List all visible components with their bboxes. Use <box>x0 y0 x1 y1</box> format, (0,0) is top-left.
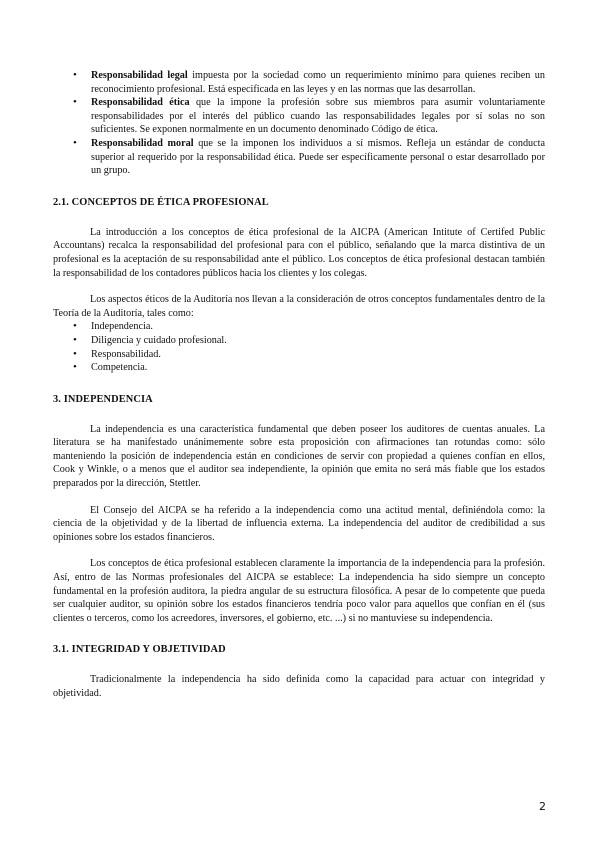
list-item <box>53 137 545 178</box>
bullet-term: Responsabilidad ética <box>91 97 190 109</box>
section-heading: 3. INDEPENDENCIA <box>53 393 153 405</box>
list-item: • Independencia. <box>53 320 545 334</box>
list-item: • Competencia. <box>53 361 545 375</box>
paragraph: Tradicionalmente la independencia ha sido definida como la capacidad para actuar con integridad y objetividad. <box>53 674 545 699</box>
concepts-list <box>53 320 545 374</box>
section-heading: 3.1. INTEGRIDAD Y OBJETIVIDAD <box>53 644 226 656</box>
bullet-text: que la impone la profesión sobre sus miembros para asumir voluntariamente responsabilidades por el interés del público cuando las responsabilidades legales por sí solas no son suficientes. Se exponen normalmente en un documento denominado Código de ética. <box>91 97 545 136</box>
responsibility-list <box>53 69 545 178</box>
paragraph: El Consejo del AICPA se ha referido a la independencia como una actitud mental, definiéndola como: la ciencia de la objetividad y de la libertad de influencia externa. La independencia del auditor de credibilidad a sus opiniones sobre los estados financieros. <box>53 504 545 543</box>
bullet-term: Responsabilidad legal <box>91 70 188 81</box>
list-item: • Diligencia y cuidado profesional. <box>53 334 545 348</box>
paragraph: Los conceptos de ética profesional establecen claramente la importancia de la independencia para la profesión. Así, entro de las Normas profesionales del AICPA se establece: La independencia ha sido siempre un concepto fundamental en la profesión auditora, la piedra angular de su estructura filosófica. A pesar de lo competente que pueda ser cualquier auditor, su opinión sobre los estados financieros tendría poco valor para aquellos que confían en él (sus clientes o terceros, como los acreedores, inversores, el gobierno, etc. ...) si no mantuviese su independencia. <box>53 558 545 624</box>
list-item: • Responsabilidad. <box>53 348 545 362</box>
paragraph: La introducción a los conceptos de ética profesional de la AICPA (American Intitute of Certifed Public Accountans) recalca la responsabilidad del profesional para con el público, señalando que la marca distintiva de un profesional es la aceptación de su responsabilidad ante el público. Los conceptos de ética profesional destacan también la responsabilidad de los contadores públicos hacia los clientes y los colegas. <box>53 226 545 279</box>
paragraph: Los aspectos éticos de la Auditoría nos llevan a la consideración de otros conceptos fundamentales dentro de la Teoría de la Auditoría, tales como: <box>53 294 545 319</box>
list-item <box>53 69 545 96</box>
page-number: 2 <box>539 800 546 813</box>
list-item <box>53 96 545 137</box>
bullet-term: Responsabilidad moral <box>91 137 194 149</box>
document-page <box>53 69 545 714</box>
bullet-text: que se la imponen los individuos a sí mismos. Refleja un estándar de conducta superior al requerido por la responsabilidad ética. Puede ser específicamente personal o estar desarrollado por un grupo. <box>91 137 545 177</box>
bullet-text: impuesta por la sociedad como un requerimiento mínimo para quienes reciben un reconocimiento profesional. Está especificada en las leyes y en las normas que las desarrollan. <box>91 70 545 95</box>
paragraph: La independencia es una característica fundamental que deben poseer los auditores de cuentas anuales. La literatura se ha manifestado unánimemente sobre esta proposición con afirmaciones tan rotundas como: sólo manteniendo la posición de independencia están en condiciones de servir con propiedad a quienes confían en ellos, Cook y Winkle, o a menos que el auditor sea independiente, la opinión que emita no será más fiable que los estados preparados por la dirección, Stettler. <box>53 423 545 490</box>
section-heading: 2.1. CONCEPTOS DE ÉTICA PROFESIONAL <box>53 196 269 208</box>
